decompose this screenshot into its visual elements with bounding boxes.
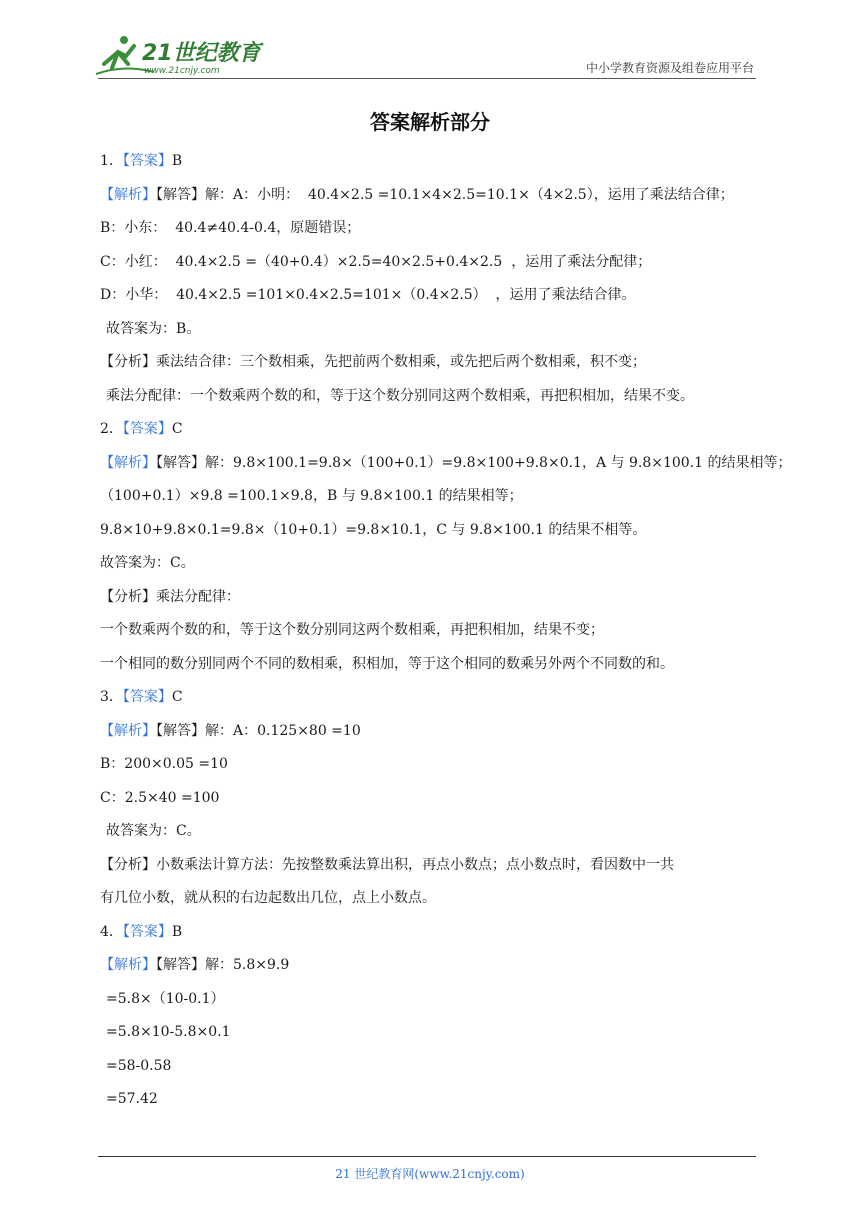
footer-text: 21 世纪教育网(www.21cnjy.com) [335, 1167, 525, 1181]
line-text: C [171, 421, 183, 437]
line-text: =58-0.58 [106, 1057, 172, 1074]
text-line [100, 246, 770, 280]
text-line [100, 1050, 770, 1084]
text-line [100, 614, 770, 648]
section-tag: 【答案】 [122, 421, 172, 437]
footer-divider [98, 1156, 756, 1157]
line-text: =5.8×（10-0.1） [106, 990, 225, 1007]
line-text: B：200×0.05 =10 [100, 756, 228, 772]
text-line [100, 212, 770, 246]
section-tag: 【解析】 [100, 454, 156, 471]
text-line [100, 949, 770, 983]
line-text: 1． [100, 153, 123, 169]
page-title: 答案解析部分 [370, 110, 490, 134]
line-text: 【解答】解：5.8×9.9 [156, 957, 290, 973]
text-line [100, 815, 770, 849]
text-line [100, 1083, 770, 1117]
line-text: C [171, 689, 183, 705]
line-text: B [171, 923, 183, 940]
line-text: 【分析】乘法结合律：三个数相乘，先把前两个数相乘，或先把后两个数相乘，积不变； [100, 354, 646, 370]
section-tag: 【答案】 [122, 689, 172, 705]
text-line [100, 179, 770, 213]
text-line [100, 782, 770, 816]
line-text: 【解答】解：A：小明： 40.4×2.5 =10.1×4×2.5=10.1×（4×2.5），运用了乘法结合律； [156, 186, 734, 203]
section-tag: 【解析】 [100, 722, 156, 739]
line-text: =5.8×10-5.8×0.1 [106, 1024, 231, 1040]
line-text: 一个数乘两个数的和，等于这个数分别同这两个数相乘，再把积相加，结果不变； [100, 622, 604, 638]
text-line [100, 480, 770, 514]
line-text: C：2.5×40 =100 [100, 789, 220, 806]
runner-logo-icon [94, 34, 274, 78]
text-line [100, 413, 770, 447]
line-text: 故答案为：C。 [100, 555, 195, 571]
platform-name: 中小学教育资源及组卷应用平台 [585, 61, 754, 75]
line-text: 4． [100, 923, 123, 940]
line-text: 有几位小数，就从积的右边起数出几位，点上小数点。 [100, 890, 436, 906]
line-text: 【解答】解：A：0.125×80 =10 [156, 722, 361, 739]
svg-text:www.21cnjy.com: www.21cnjy.com [144, 66, 220, 76]
line-text: B：小东： 40.4≠40.4-0.4，原题错误； [100, 220, 361, 236]
text-line [100, 882, 770, 916]
line-text: =57.42 [106, 1091, 158, 1107]
text-line [100, 581, 770, 615]
line-text: 9.8×10+9.8×0.1=9.8×（10+0.1）=9.8×10.1，C 与 9.8×100.1 的结果不相等。 [100, 521, 647, 538]
line-text: 故答案为：B。 [106, 320, 201, 337]
text-line [100, 514, 770, 548]
text-line [100, 648, 770, 682]
line-text: （100+0.1）×9.8 =100.1×9.8，B 与 9.8×100.1 的结果相等； [100, 488, 523, 504]
text-line [100, 983, 770, 1017]
line-text: 3． [100, 689, 123, 705]
section-tag: 【解析】 [100, 186, 156, 203]
header-divider [98, 78, 756, 79]
line-text: D：小华： 40.4×2.5 =101×0.4×2.5=101×（0.4×2.5） ，运用了乘法结合律。 [100, 287, 636, 303]
text-line [100, 447, 792, 481]
section-tag: 【解析】 [100, 957, 156, 973]
text-line [100, 1016, 770, 1050]
section-tag: 【答案】 [122, 153, 172, 169]
svg-text:21世纪教育: 21世纪教育 [142, 41, 261, 66]
line-text: 2． [100, 421, 123, 437]
line-text: 【解答】解：9.8×100.1=9.8×（100+0.1）=9.8×100+9.8×0.1，A 与 9.8×100.1 的结果相等； [156, 454, 792, 471]
line-text: 【分析】小数乘法计算方法：先按整数乘法算出积，再点小数点；点小数点时，看因数中一共 [100, 856, 674, 873]
text-line [100, 346, 770, 380]
text-line [100, 681, 770, 715]
page-header [0, 0, 860, 80]
section-tag: 【答案】 [122, 923, 172, 940]
text-line [100, 715, 770, 749]
text-line [100, 547, 770, 581]
text-line [100, 849, 770, 883]
line-text: 一个相同的数分别同两个不同的数相乘，积相加，等于这个相同的数乘另外两个不同数的和。 [100, 655, 674, 672]
line-text: C：小红： 40.4×2.5 =（40+0.4）×2.5=40×2.5+0.4×2.5 ，运用了乘法分配律； [100, 253, 652, 270]
text-line [100, 380, 770, 414]
site-logo [94, 34, 274, 78]
line-text: 乘法分配律：一个数乘两个数的和，等于这个数分别同这两个数相乘，再把积相加，结果不变。 [106, 387, 694, 404]
line-text: 故答案为：C。 [106, 823, 201, 839]
text-line [100, 279, 770, 313]
text-line [100, 916, 770, 950]
text-line [100, 145, 770, 179]
line-text: 【分析】乘法分配律： [100, 588, 240, 605]
line-text: B [171, 153, 183, 169]
text-line [100, 748, 770, 782]
text-line [100, 313, 770, 347]
answer-content [100, 145, 792, 1117]
